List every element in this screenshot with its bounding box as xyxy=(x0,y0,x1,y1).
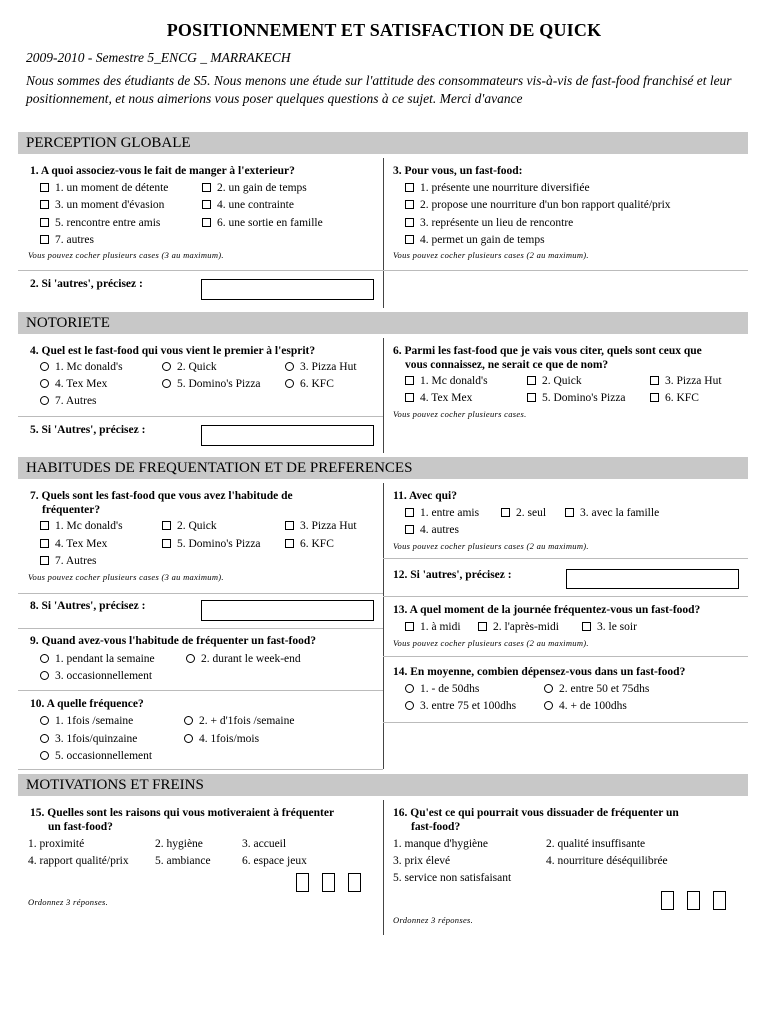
q10-text: 10. A quelle fréquence? xyxy=(30,698,144,710)
checkbox[interactable] xyxy=(40,556,49,565)
q1-opt5[interactable]: 5. rencontre entre amis xyxy=(40,216,160,230)
q11-opt4[interactable]: 4. autres xyxy=(405,523,459,537)
q6-opt3[interactable]: 3. Pizza Hut xyxy=(650,374,722,388)
q4-opt7[interactable]: 7. Autres xyxy=(40,394,97,408)
q16-rank-box-3[interactable] xyxy=(713,891,726,910)
q1-opt3[interactable]: 3. un moment d'évasion xyxy=(40,198,164,212)
column-divider xyxy=(383,338,384,453)
q4-opt2[interactable]: 2. Quick xyxy=(162,360,217,374)
q6-opt1[interactable]: 1. Mc donald's xyxy=(405,374,488,388)
q16-opt3: 3. prix élevé xyxy=(393,855,451,867)
checkbox[interactable] xyxy=(285,521,294,530)
q9-opt3[interactable]: 3. occasionnellement xyxy=(40,669,152,683)
checkbox[interactable] xyxy=(405,393,414,402)
checkbox[interactable] xyxy=(162,521,171,530)
q5-text: 5. Si 'Autres', précisez : xyxy=(30,424,146,436)
q15-opt3: 3. accueil xyxy=(242,838,287,850)
row-divider xyxy=(383,656,748,657)
q10-opt2[interactable]: 2. + d'1fois /semaine xyxy=(184,714,294,728)
q13-opt1[interactable]: 1. à midi xyxy=(405,620,461,634)
q14-opt1[interactable]: 1. - de 50dhs xyxy=(405,682,479,696)
q6-text-2: vous connaissez, ne serait ce que de nom? xyxy=(405,359,609,371)
q3-opt1[interactable]: 1. présente une nourriture diversifiée xyxy=(405,181,590,195)
radio[interactable] xyxy=(184,716,193,725)
radio[interactable] xyxy=(184,734,193,743)
checkbox[interactable] xyxy=(527,376,536,385)
q4-opt4[interactable]: 4. Tex Mex xyxy=(40,377,107,391)
radio[interactable] xyxy=(162,379,171,388)
q14-opt3[interactable]: 3. entre 75 et 100dhs xyxy=(405,699,516,713)
q16-text-2: fast-food? xyxy=(411,821,461,833)
q3-opt4[interactable]: 4. permet un gain de temps xyxy=(405,233,545,247)
q11-text: 11. Avec qui? xyxy=(393,490,458,502)
q8-input[interactable] xyxy=(201,600,374,621)
column-divider xyxy=(383,800,384,935)
checkbox[interactable] xyxy=(40,521,49,530)
q7-opt6[interactable]: 6. KFC xyxy=(285,537,334,551)
q14-opt4[interactable]: 4. + de 100dhs xyxy=(544,699,627,713)
checkbox[interactable] xyxy=(202,200,211,209)
q14-opt2[interactable]: 2. entre 50 et 75dhs xyxy=(544,682,649,696)
q7-opt7[interactable]: 7. Autres xyxy=(40,554,97,568)
q15-rank-box-1[interactable] xyxy=(296,873,309,892)
column-divider xyxy=(383,158,384,308)
q4-opt3[interactable]: 3. Pizza Hut xyxy=(285,360,357,374)
q10-opt3[interactable]: 3. 1fois/quinzaine xyxy=(40,732,137,746)
q3-opt3[interactable]: 3. représente un lieu de rencontre xyxy=(405,216,573,230)
q13-opt2[interactable]: 2. l'après-midi xyxy=(478,620,559,634)
q1-opt2[interactable]: 2. un gain de temps xyxy=(202,181,307,195)
checkbox[interactable] xyxy=(40,183,49,192)
row-divider xyxy=(18,416,383,417)
q2-input[interactable] xyxy=(201,279,374,300)
section-notoriete: NOTORIETE xyxy=(18,312,748,334)
row-divider xyxy=(383,558,748,559)
radio[interactable] xyxy=(186,654,195,663)
radio[interactable] xyxy=(285,379,294,388)
q15-note: Ordonnez 3 réponses. xyxy=(28,897,109,907)
radio[interactable] xyxy=(405,684,414,693)
page-title: POSITIONNEMENT ET SATISFACTION DE QUICK xyxy=(166,20,602,40)
q15-opt1: 1. proximité xyxy=(28,838,85,850)
checkbox[interactable] xyxy=(650,376,659,385)
checkbox[interactable] xyxy=(40,218,49,227)
checkbox[interactable] xyxy=(405,622,414,631)
q11-opt3[interactable]: 3. avec la famille xyxy=(565,506,659,520)
q12-text: 12. Si 'autres', précisez : xyxy=(393,569,512,581)
radio[interactable] xyxy=(544,701,553,710)
checkbox[interactable] xyxy=(405,218,414,227)
q3-note: Vous pouvez cocher plusieurs cases (2 au maximum). xyxy=(393,250,589,260)
q7-opt4[interactable]: 4. Tex Mex xyxy=(40,537,107,551)
q9-opt1[interactable]: 1. pendant la semaine xyxy=(40,652,155,666)
q1-opt4[interactable]: 4. une contrainte xyxy=(202,198,294,212)
q13-opt3[interactable]: 3. le soir xyxy=(582,620,637,634)
q6-opt4[interactable]: 4. Tex Mex xyxy=(405,391,472,405)
intro-text: Nous sommes des étudiants de S5. Nous menons une étude sur l'attitude des consommateurs vis-à-vis de fast-food franchisé et leur positionnement, et nous aimerions vous poser quelques questions à ce sujet. Merci d'avance xyxy=(26,73,732,106)
q10-opt1[interactable]: 1. 1fois /semaine xyxy=(40,714,133,728)
checkbox[interactable] xyxy=(405,183,414,192)
q16-rank-box-1[interactable] xyxy=(661,891,674,910)
radio[interactable] xyxy=(162,362,171,371)
checkbox[interactable] xyxy=(405,508,414,517)
radio[interactable] xyxy=(40,362,49,371)
q7-opt3[interactable]: 3. Pizza Hut xyxy=(285,519,357,533)
q16-opt2: 2. qualité insuffisante xyxy=(546,838,646,850)
q10-opt5[interactable]: 5. occasionnellement xyxy=(40,749,152,763)
q7-text-1: 7. Quels sont les fast-food que vous avez l'habitude de xyxy=(30,490,293,502)
column-divider xyxy=(383,483,384,769)
q4-opt6[interactable]: 6. KFC xyxy=(285,377,334,391)
checkbox[interactable] xyxy=(405,376,414,385)
q4-opt1[interactable]: 1. Mc donald's xyxy=(40,360,123,374)
q6-opt5[interactable]: 5. Domino's Pizza xyxy=(527,391,626,405)
q5-input[interactable] xyxy=(201,425,374,446)
checkbox[interactable] xyxy=(565,508,574,517)
row-divider xyxy=(18,628,383,629)
section-habitudes: HABITUDES DE FREQUENTATION ET DE PREFERENCES xyxy=(18,457,748,479)
q6-opt6[interactable]: 6. KFC xyxy=(650,391,699,405)
q15-opt2: 2. hygiène xyxy=(155,838,203,850)
row-divider xyxy=(18,270,748,271)
radio[interactable] xyxy=(544,684,553,693)
section-perception-globale: PERCEPTION GLOBALE xyxy=(18,132,748,154)
q9-opt2[interactable]: 2. durant le week-end xyxy=(186,652,301,666)
q3-text: 3. Pour vous, un fast-food: xyxy=(393,165,523,177)
q11-opt2[interactable]: 2. seul xyxy=(501,506,546,520)
radio[interactable] xyxy=(40,654,49,663)
row-divider xyxy=(18,690,383,691)
q12-input[interactable] xyxy=(566,569,739,589)
q6-text-1: 6. Parmi les fast-food que je vais vous citer, quels sont ceux que xyxy=(393,345,702,357)
q7-opt5[interactable]: 5. Domino's Pizza xyxy=(162,537,261,551)
radio[interactable] xyxy=(405,701,414,710)
q16-text-1: 16. Qu'est ce qui pourrait vous dissuader de fréquenter un xyxy=(393,807,679,819)
q13-text: 13. A quel moment de la journée fréquentez-vous un fast-food? xyxy=(393,604,701,616)
q1-opt1[interactable]: 1. un moment de détente xyxy=(40,181,168,195)
checkbox[interactable] xyxy=(650,393,659,402)
q2-text: 2. Si 'autres', précisez : xyxy=(30,278,143,290)
q4-text: 4. Quel est le fast-food qui vous vient le premier à l'esprit? xyxy=(30,345,316,357)
checkbox[interactable] xyxy=(202,218,211,227)
row-divider xyxy=(18,769,383,770)
checkbox[interactable] xyxy=(405,200,414,209)
q4-opt5[interactable]: 5. Domino's Pizza xyxy=(162,377,261,391)
q7-opt1[interactable]: 1. Mc donald's xyxy=(40,519,123,533)
row-divider xyxy=(18,593,383,594)
row-divider xyxy=(383,722,748,723)
q7-text-2: fréquenter? xyxy=(42,504,101,516)
q16-opt1: 1. manque d'hygiène xyxy=(393,838,489,850)
q1-text: 1. A quoi associez-vous le fait de manger à l'exterieur? xyxy=(30,165,295,177)
checkbox[interactable] xyxy=(527,393,536,402)
checkbox[interactable] xyxy=(405,235,414,244)
radio[interactable] xyxy=(40,716,49,725)
q15-rank-box-2[interactable] xyxy=(322,873,335,892)
q16-opt4: 4. nourriture déséquilibrée xyxy=(546,855,668,867)
checkbox[interactable] xyxy=(582,622,591,631)
q10-opt4[interactable]: 4. 1fois/mois xyxy=(184,732,259,746)
checkbox[interactable] xyxy=(40,539,49,548)
subtitle: 2009-2010 - Semestre 5_ENCG _ MARRAKECH xyxy=(26,50,291,65)
q1-opt6[interactable]: 6. une sortie en famille xyxy=(202,216,323,230)
q13-note: Vous pouvez cocher plusieurs cases (2 au maximum). xyxy=(393,638,589,648)
checkbox[interactable] xyxy=(285,539,294,548)
q9-text: 9. Quand avez-vous l'habitude de fréquenter un fast-food? xyxy=(30,635,317,647)
q15-opt6: 6. espace jeux xyxy=(242,855,307,867)
q7-note: Vous pouvez cocher plusieurs cases (3 au maximum). xyxy=(28,572,224,582)
q16-opt5: 5. service non satisfaisant xyxy=(393,872,512,884)
radio[interactable] xyxy=(40,734,49,743)
q1-opt7[interactable]: 7. autres xyxy=(40,233,94,247)
checkbox[interactable] xyxy=(478,622,487,631)
checkbox[interactable] xyxy=(40,235,49,244)
q16-rank-box-2[interactable] xyxy=(687,891,700,910)
radio[interactable] xyxy=(40,751,49,760)
q15-opt5: 5. ambiance xyxy=(155,855,211,867)
q6-opt2[interactable]: 2. Quick xyxy=(527,374,582,388)
q15-opt4: 4. rapport qualité/prix xyxy=(28,855,129,867)
q15-text-1: 15. Quelles sont les raisons qui vous motiveraient à fréquenter xyxy=(30,807,335,819)
q11-note: Vous pouvez cocher plusieurs cases (2 au maximum). xyxy=(393,541,589,551)
q11-opt1[interactable]: 1. entre amis xyxy=(405,506,479,520)
q14-text: 14. En moyenne, combien dépensez-vous dans un fast-food? xyxy=(393,666,686,678)
q3-opt2[interactable]: 2. propose une nourriture d'un bon rapport qualité/prix xyxy=(405,198,671,212)
section-motivations: MOTIVATIONS ET FREINS xyxy=(18,774,748,796)
checkbox[interactable] xyxy=(162,539,171,548)
q15-text-2: un fast-food? xyxy=(48,821,113,833)
radio[interactable] xyxy=(40,379,49,388)
q15-rank-box-3[interactable] xyxy=(348,873,361,892)
row-divider xyxy=(383,596,748,597)
radio[interactable] xyxy=(285,362,294,371)
q8-text: 8. Si 'Autres', précisez : xyxy=(30,600,146,612)
radio[interactable] xyxy=(40,671,49,680)
checkbox[interactable] xyxy=(40,200,49,209)
checkbox[interactable] xyxy=(405,525,414,534)
checkbox[interactable] xyxy=(501,508,510,517)
q7-opt2[interactable]: 2. Quick xyxy=(162,519,217,533)
q6-note: Vous pouvez cocher plusieurs cases. xyxy=(393,409,527,419)
checkbox[interactable] xyxy=(202,183,211,192)
radio[interactable] xyxy=(40,396,49,405)
q16-note: Ordonnez 3 réponses. xyxy=(393,915,474,925)
q1-note: Vous pouvez cocher plusieurs cases (3 au maximum). xyxy=(28,250,224,260)
